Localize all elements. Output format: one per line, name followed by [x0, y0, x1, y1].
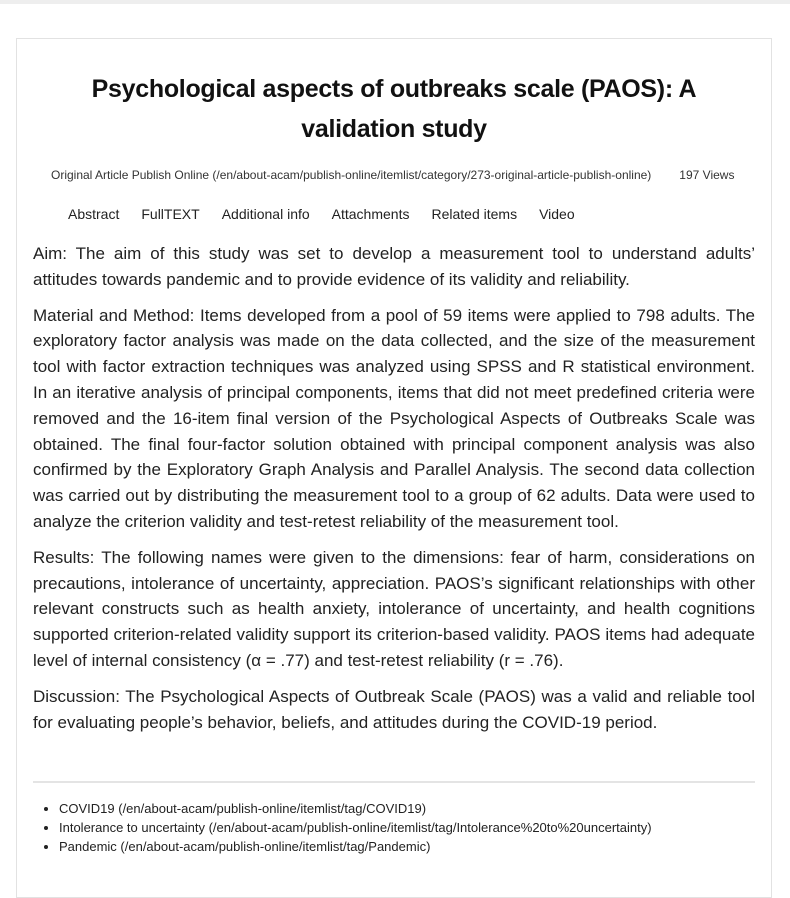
tag-list	[17, 799, 771, 856]
tag-link-pandemic[interactable]: Pandemic (/en/about-acam/publish-online/itemlist/tag/Pandemic)	[59, 839, 431, 855]
tab-abstract[interactable]: Abstract	[68, 206, 120, 222]
tag-item	[59, 799, 771, 818]
abstract-discussion: Discussion: The Psychological Aspects of Outbreak Scale (PAOS) was a valid and reliable tool for evaluating people’s behavior, beliefs, and attitudes during the COVID-19 period.	[33, 686, 755, 732]
top-strip	[0, 0, 790, 4]
tab-video[interactable]: Video	[539, 206, 575, 222]
tab-additional-info[interactable]: Additional info	[221, 206, 310, 222]
tag-item	[59, 837, 771, 856]
article-card	[16, 38, 772, 898]
tab-attachments[interactable]: Attachments	[331, 206, 410, 222]
abstract-results: Results: The following names were given to the dimensions: fear of harm, considerations on precautions, intolerance of uncertainty, appreciation. PAOS’s significant relationships with other relevant constructs such as health anxiety, intolerance of uncertainty, and health cognitions supported criterion-related validity support its criterion-based validity. PAOS items had adequate level of internal consistency (α = .77) and test-retest reliability (r = .76).	[33, 547, 755, 670]
article-meta	[17, 167, 771, 183]
category-link[interactable]: Original Article Publish Online (/en/about-acam/publish-online/itemlist/category/273-original-article-publish-online)	[51, 168, 652, 182]
tab-related-items[interactable]: Related items	[431, 206, 518, 222]
article-tabs	[17, 205, 771, 223]
abstract-method: Material and Method: Items developed from a pool of 59 items were applied to 798 adults. The exploratory factor analysis was made on the data collected, and the size of the measurement tool with factor extraction techniques was analyzed using SPSS and R statistical environment. In an iterative analysis of principal components, items that did not meet predefined criteria were removed and the 16-item final version of the Psychological Aspects of Outbreaks Scale was obtained. The final four-factor solution obtained with principal component analysis was also confirmed by the Exploratory Graph Analysis and Parallel Analysis. The second data collection was carried out by distributing the measurement tool to a group of 62 adults. Data were used to analyze the criterion validity and test-retest reliability of the measurement tool.	[33, 305, 755, 531]
tag-link-intolerance[interactable]: Intolerance to uncertainty (/en/about-acam/publish-online/itemlist/tag/Intolerance%20to%20uncertainty)	[59, 820, 652, 836]
tag-item	[59, 818, 771, 837]
abstract-content	[17, 241, 771, 735]
abstract-aim: Aim: The aim of this study was set to develop a measurement tool to understand adults’ attitudes towards pandemic and to provide evidence of its validity and reliability.	[33, 244, 755, 289]
tab-fulltext[interactable]: FullTEXT	[141, 206, 200, 222]
views-count: 197 Views	[679, 168, 735, 182]
article-title: Psychological aspects of outbreaks scale (PAOS): A validation study	[91, 75, 697, 143]
divider	[33, 781, 755, 783]
tag-link-covid19[interactable]: COVID19 (/en/about-acam/publish-online/itemlist/tag/COVID19)	[59, 801, 427, 817]
